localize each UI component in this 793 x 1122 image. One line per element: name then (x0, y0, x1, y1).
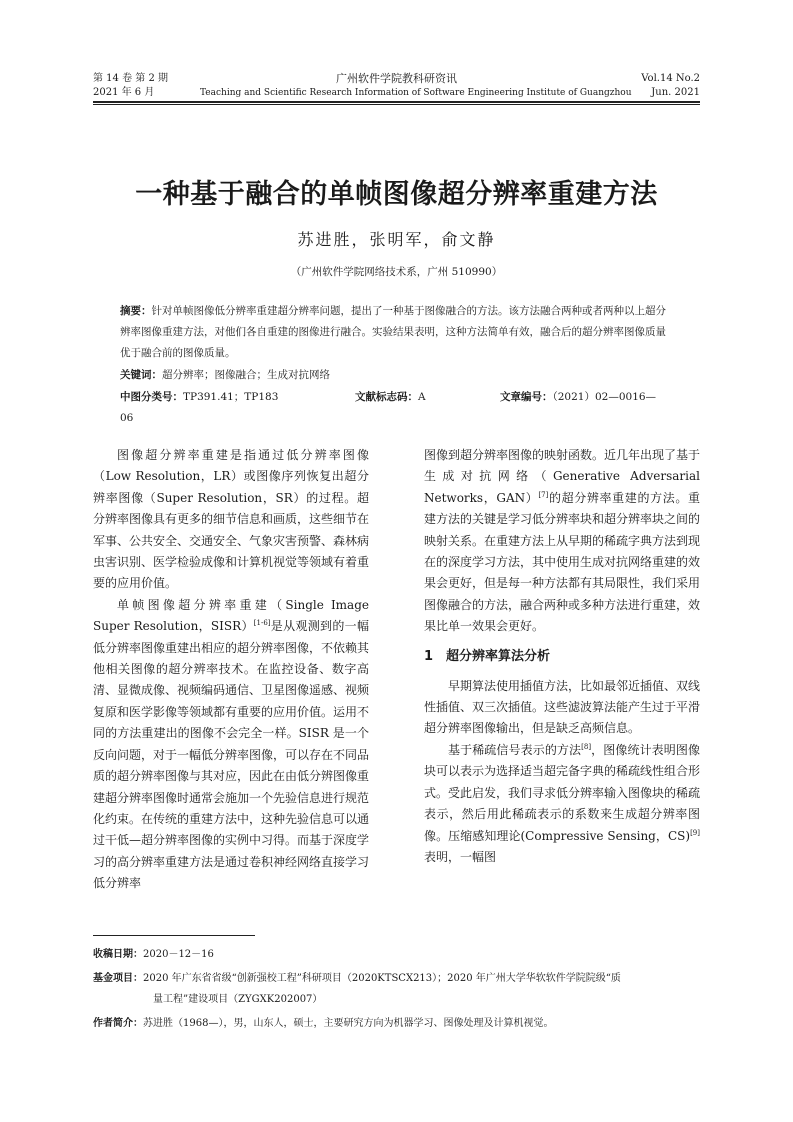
abstract-label: 摘要： (120, 305, 152, 317)
received-date (93, 945, 700, 965)
p3-text-b: 的超分辨率重建的方法。重建方法的关键是学习低分辨率块和超分辨率块之间的映射关系。在重建方法上从早期的稀疏字典方法到现在的深度学习方法，其中使用生成对抗网络重建的效果会更好，但是每一种方法都有其局限性，我们采用图像融合的方法，融合两种或多种方法进行重建，效果比单一效果会更好。 (424, 490, 701, 634)
left-column (93, 445, 369, 895)
journal-title-cn: 广州软件学院教科研资讯 (336, 72, 457, 85)
article-number-value: （2021）02—0016— (552, 391, 657, 403)
section-paragraph-1: 早期算法使用插值方法，比如最邻近插值、双线性插值、双三次插值。这些滤波算法能产生过于平滑超分辨率图像输出，但是缺乏高频信息。 (424, 678, 701, 736)
issue-date-en: Jun. 2021 (651, 87, 700, 98)
keywords (120, 365, 673, 386)
abstract (120, 301, 673, 364)
intro-paragraph-2 (93, 595, 369, 895)
citation-ref: [9] (690, 828, 700, 837)
article-number-cont: 06 (120, 412, 134, 424)
article-number (500, 389, 656, 404)
received-label: 收稿日期： (93, 949, 143, 960)
issue-date: 2021 年 6 月 (93, 87, 155, 98)
fund-value-line2: 量工程”建设项目（ZYGXK202007） (153, 994, 323, 1005)
citation-ref: [1-6] (253, 619, 271, 628)
fund-value-line1: 2020 年广东省省级“创新强校工程”科研项目（2020KTSCX213）；2020 年广州大学华软软件学院院级“质 (143, 973, 621, 984)
fund-label: 基金项目： (93, 973, 143, 984)
section-heading: 1 超分辨率算法分析 (424, 648, 551, 664)
header-rule (93, 101, 700, 103)
clc-value: TP391.41；TP183 (183, 391, 279, 403)
issue-volume-en: Vol.14 No.2 (641, 73, 700, 84)
author-bio (93, 1014, 700, 1034)
doc-code-value: A (418, 391, 426, 403)
section-paragraph-2 (424, 740, 700, 868)
s2-text-a: 基于稀疏信号表示的方法 (448, 742, 582, 757)
issue-info (93, 72, 168, 100)
abstract-text: 针对单帧图像低分辨率重建超分辨率问题，提出了一种基于图像融合的方法。该方法融合两种或者两种以上超分辨率图像重建方法，对他们各自重建的图像进行融合。实验结果表明，这种方法简单有效，融合后的超分辨率图像质量优于融合前的图像质量。 (120, 305, 666, 359)
author-affiliation: （广州软件学院网络技术系，广州 510990） (290, 266, 503, 278)
journal-title (200, 72, 632, 100)
p2-text-a: 单帧图像超分辨率重建（Single Image Super Resolution，SISR） (93, 597, 369, 634)
received-value: 2020－12－16 (143, 949, 214, 960)
s2-text-b: ，图像统计表明图像块可以表示为选择适当超完备字典的稀疏线性组合形式。受此启发，我们寻求低分辨率输入图像块的稀疏表示，然后用此稀疏表示的系数来生成超分辨率图像。压缩感知理论(Compressive Sensing，CS) (424, 742, 701, 843)
issue-info-en (641, 72, 700, 100)
doc-code-label: 文献标志码： (355, 391, 418, 403)
citation-ref: [7] (538, 490, 549, 499)
header-rule-thin (93, 104, 700, 105)
p2-text-b: 是从观测到的一幅低分辨率图像重建出相应的超分辨率图像，不依赖其他相关图像的超分辨率技术。在监控设备、数字高清、显微成像、视频编码通信、卫星图像遥感、视频复原和医学影像等领域都有重要的应用价值。运用不同的方法重建出的图像不会完全一样。SISR 是一个反向问题，对于一幅低分辨率图像，可以存在不同品质的超分辨率图像与其对应，因此在由低分辨图像重建超分辨率图像时通常会施加一个先验信息进行规范化约束。在传统的重建方法中，这种先验信息可以通过干低—超分辨率图像的实例中习得。而基于深度学习的高分辨率重建方法是通过卷积神经网络直接学习低分辨率 (93, 619, 370, 891)
citation-ref: [8] (581, 742, 592, 751)
issue-volume: 第 14 卷 第 2 期 (93, 73, 168, 84)
author-bio-label: 作者简介： (93, 1018, 143, 1029)
clc-number (120, 389, 278, 404)
paper-title: 一种基于融合的单帧图像超分辨率重建方法 (135, 179, 658, 210)
keywords-label: 关键词： (120, 369, 162, 381)
clc-label: 中图分类号： (120, 391, 183, 403)
intro-paragraph-1: 图像超分辨率重建是指通过低分辨率图像（Low Resolution，LR）或图像序列恢复出超分辨率图像（Super Resolution，SR）的过程。超分辨率图像具有更多的细节信息和画质，这些细节在军事、公共安全、交通安全、气象灾害预警、森林病虫害识别、医学检验成像和计算机视觉等领域有着重要的应用价值。 (93, 448, 370, 591)
footnote-rule (93, 935, 255, 936)
keywords-text: 超分辨率；图像融合；生成对抗网络 (162, 369, 330, 381)
right-column (424, 445, 700, 868)
document-code (355, 389, 426, 404)
p3-text-a: 图像到超分辨率图像的映射函数。近几年出现了基于生成对抗网络（Generative Adversarial Networks，GAN） (424, 448, 701, 505)
s2-text-c: 表明，一幅图 (424, 849, 497, 864)
paper-authors: 苏进胜，张明军，俞文静 (297, 230, 496, 249)
journal-title-en: Teaching and Scientific Research Information of Software Engineering Institute of Guangzhou (200, 88, 632, 98)
fund-project (93, 969, 700, 989)
article-number-label: 文章编号： (500, 391, 553, 403)
intro-paragraph-3 (424, 445, 700, 638)
author-bio-value: 苏进胜（1968—），男，山东人，硕士，主要研究方向为机器学习、图像处理及计算机视觉。 (143, 1018, 554, 1029)
